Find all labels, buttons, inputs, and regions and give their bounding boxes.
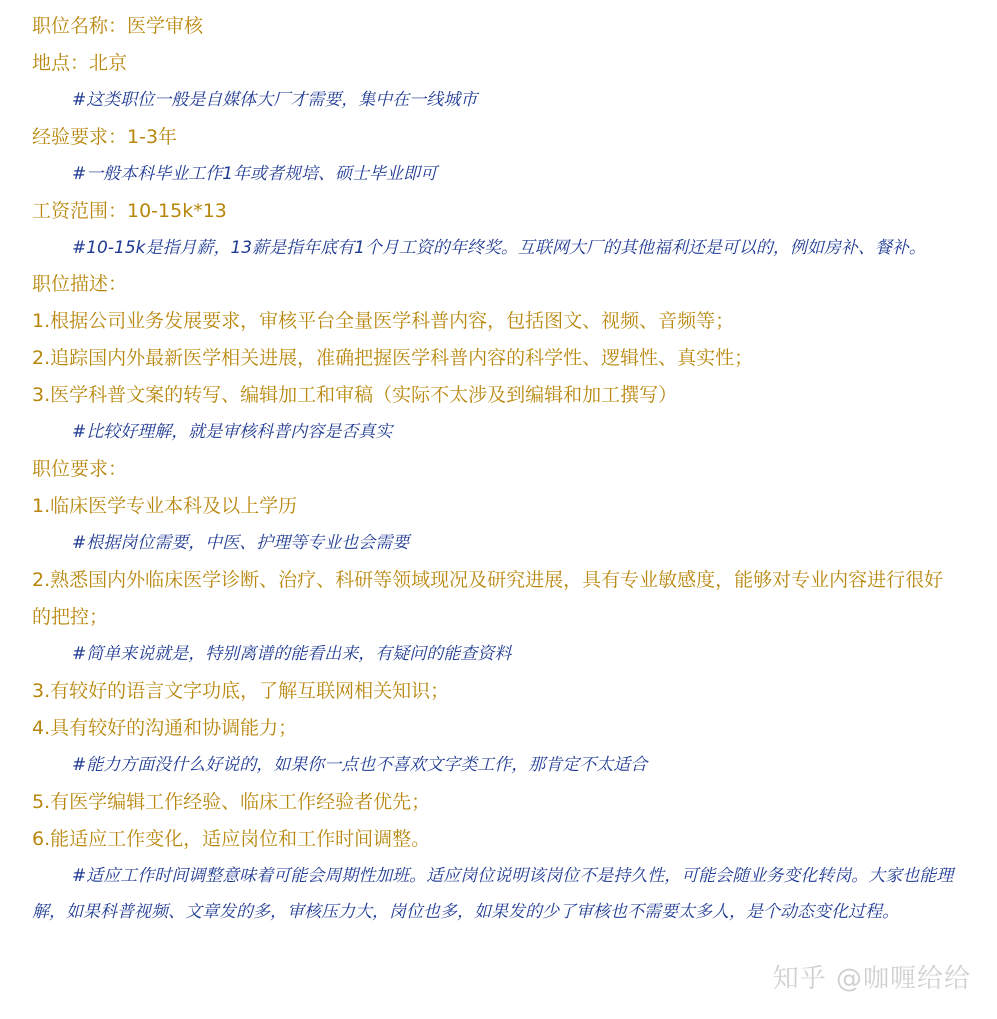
description-note: #比较好理解，就是审核科普内容是否真实 <box>72 422 393 442</box>
description-item-2: 2.追踪国内外最新医学相关进展，准确把握医学科普内容的科学性、逻辑性、真实性； <box>32 347 754 369</box>
requirement-item-6: 6.能适应工作变化，适应岗位和工作时间调整。 <box>32 828 431 850</box>
requirement-item-4: 4.具有较好的沟通和协调能力； <box>32 717 298 739</box>
job-location: 地点：北京 <box>32 52 128 74</box>
description-item-3: 3.医学科普文案的转写、编辑加工和审稿（实际不太涉及到编辑和加工撰写） <box>32 384 678 406</box>
requirement-item-2: 2.熟悉国内外临床医学诊断、治疗、科研等领域现况及研究进展，具有专业敏感度，能够对专业内容进行很好的把控； <box>32 569 944 628</box>
zhihu-watermark: 知乎 @咖喱给给 <box>772 964 971 994</box>
requirement-item-5: 5.有医学编辑工作经验、临床工作经验者优先； <box>32 791 431 813</box>
requirement-2-note: #简单来说就是，特别离谱的能看出来，有疑问的能查资料 <box>72 644 512 664</box>
requirement-4-note: #能力方面没什么好说的，如果你一点也不喜欢文字类工作，那肯定不太适合 <box>72 755 648 775</box>
requirements-heading: 职位要求： <box>32 458 128 480</box>
experience-note: #一般本科毕业工作1年或者规培、硕士毕业即可 <box>72 164 438 184</box>
salary-note: #10-15k是指月薪，13薪是指年底有1个月工资的年终奖。互联网大厂的其他福利还是可以的，例如房补、餐补。 <box>72 238 926 258</box>
requirement-6-note: #适应工作时间调整意味着可能会周期性加班。适应岗位说明该岗位不是持久性，可能会随业务变化转岗。大家也能理解，如果科普视频、文章发的多，审核压力大，岗位也多，如果发的少了审核也不需要太多人，是个动态变化过程。 <box>32 866 954 922</box>
description-item-1: 1.根据公司业务发展要求，审核平台全量医学科普内容，包括图文、视频、音频等； <box>32 310 735 332</box>
job-posting-document <box>32 8 962 930</box>
requirement-1-note: #根据岗位需要，中医、护理等专业也会需要 <box>72 533 410 553</box>
experience-requirement: 经验要求：1-3年 <box>32 126 178 148</box>
location-note: #这类职位一般是自媒体大厂才需要，集中在一线城市 <box>72 90 478 110</box>
requirement-item-3: 3.有较好的语言文字功底，了解互联网相关知识； <box>32 680 450 702</box>
salary-range: 工资范围：10-15k*13 <box>32 200 227 222</box>
job-title: 职位名称：医学审核 <box>32 15 204 37</box>
requirement-item-1: 1.临床医学专业本科及以上学历 <box>32 495 298 517</box>
description-heading: 职位描述： <box>32 273 128 295</box>
